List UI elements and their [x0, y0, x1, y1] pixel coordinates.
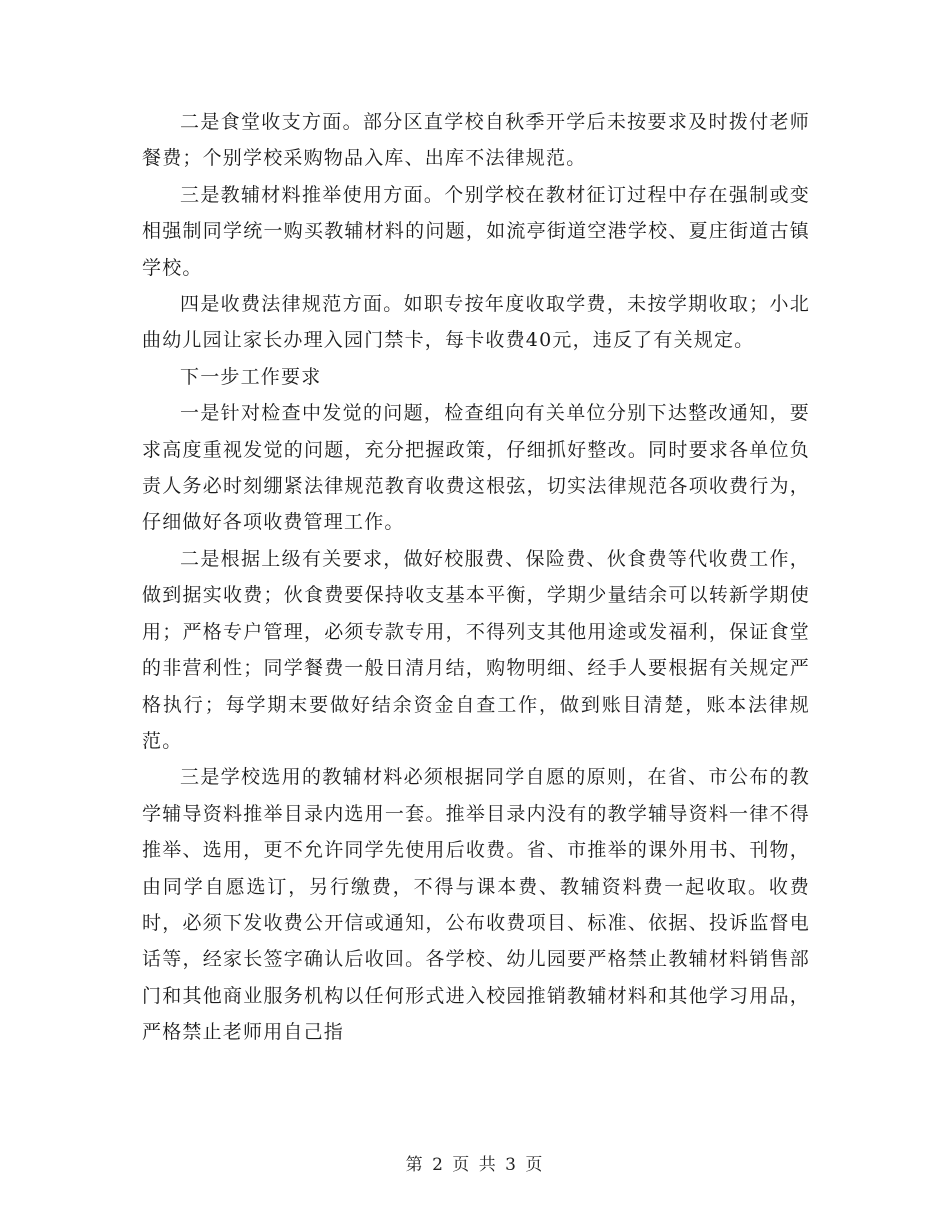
paragraph-materials-selection: 三是学校选用的教辅材料必须根据同学自愿的原则，在省、市公布的教学辅导资料推举目录内选用一套。推举目录内没有的教学辅导资料一律不得推举、选用，更不允许同学先使用后收费。省、市推举的课外用书、刊物，由同学自愿选订，另行缴费，不得与课本费、教辅资料费一起收取。收费时，必须下发收费公开信或通知，公布收费项目、标准、依据、投诉监督电话等，经家长签字确认后收回。各学校、幼儿园要严格禁止教辅材料销售部门和其他商业服务机构以任何形式进入校园推销教辅材料和其他学习用品，严格禁止老师用自己指: [142, 766, 810, 1044]
paragraph-teaching-materials: 三是教辅材料推举使用方面。个别学校在教材征订过程中存在强制或变相强制同学统一购买教辅材料的问题，如流亭街道空港学校、夏庄街道古镇学校。: [142, 183, 810, 279]
paragraph-collection-fees: 二是根据上级有关要求，做好校服费、保险费、伙食费等代收费工作，做到据实收费；伙食费要保持收支基本平衡，学期少量结余可以转新学期使用；严格专户管理，必须专款专用，不得列支其他用途或发福利，保证食堂的非营利性；同学餐费一般日清月结，购物明细、经手人要根据有关规定严格执行；每学期末要做好结余资金自查工作，做到账目清楚，账本法律规范。: [142, 547, 810, 752]
paragraph-fee-regulation: 四是收费法律规范方面。如职专按年度收取学费，未按学期收取；小北曲幼儿园让家长办理入园门禁卡，每卡收费40元，违反了有关规定。: [142, 293, 810, 352]
paragraph-canteen: 二是食堂收支方面。部分区直学校自秋季开学后未按要求及时拨付老师餐费；个别学校采购物品入库、出库不法律规范。: [142, 111, 810, 170]
paragraph-rectification: 一是针对检查中发觉的问题，检查组向有关单位分别下达整改通知，要求高度重视发觉的问题，充分把握政策，仔细抓好整改。同时要求各单位负责人务必时刻绷紧法律规范教育收费这根弦，切实法律规范各项收费行为，仔细做好各项收费管理工作。: [142, 402, 810, 534]
document-body: [142, 104, 810, 1051]
page-footer: 第 2 页 共 3 页: [405, 1155, 545, 1175]
section-heading-next-steps: 下一步工作要求: [180, 365, 322, 388]
